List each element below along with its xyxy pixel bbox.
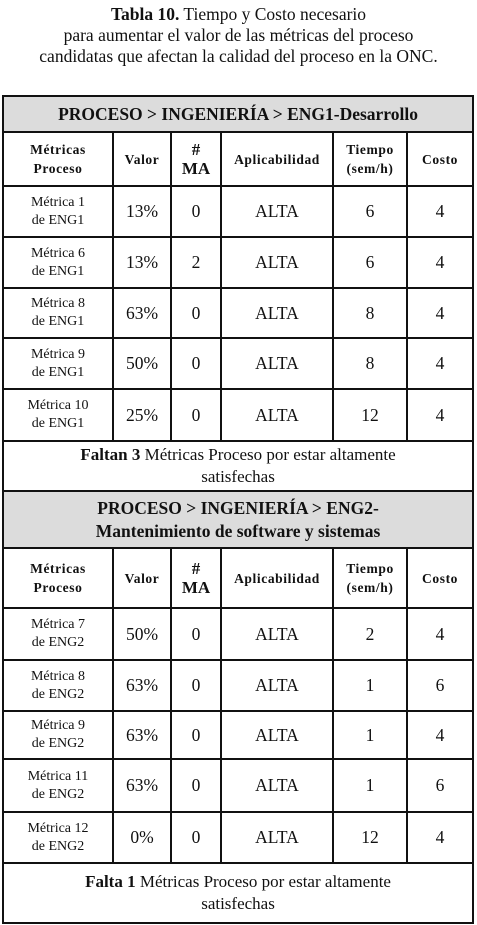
valor-cell bbox=[113, 237, 171, 288]
tiempo-cell bbox=[333, 759, 407, 812]
aplicabilidad-cell bbox=[221, 660, 333, 711]
aplicabilidad-value: ALTA bbox=[255, 827, 299, 847]
costo-cell bbox=[407, 237, 473, 288]
valor-value: 13% bbox=[125, 201, 159, 221]
valor-value: 50% bbox=[125, 353, 159, 373]
ma-value: 0 bbox=[191, 353, 201, 373]
table-row bbox=[3, 237, 473, 288]
tiempo-cell bbox=[333, 711, 407, 759]
metric-name-line-1: Métrica 9 bbox=[30, 346, 86, 362]
metric-name-cell bbox=[3, 812, 113, 863]
table-row bbox=[3, 186, 473, 237]
caption-label: Tabla 10. bbox=[110, 4, 180, 24]
metric-name-cell bbox=[3, 186, 113, 237]
valor-value: 13% bbox=[125, 252, 159, 272]
ma-value: 0 bbox=[191, 724, 201, 745]
header-tiempo-line-1: Tiempo bbox=[346, 561, 394, 576]
costo-value: 4 bbox=[435, 201, 445, 221]
tiempo-value: 6 bbox=[365, 252, 375, 272]
header-aplicabilidad bbox=[221, 548, 333, 608]
section-note-line-2: satisfechas bbox=[201, 467, 275, 486]
table-row bbox=[3, 660, 473, 711]
ma-cell bbox=[171, 237, 221, 288]
section-title-row bbox=[3, 96, 473, 132]
valor-value: 63% bbox=[125, 675, 159, 695]
header-metricas bbox=[3, 132, 113, 186]
costo-value: 4 bbox=[435, 724, 445, 745]
section-note-line-1 bbox=[4, 871, 472, 893]
table-row bbox=[3, 711, 473, 759]
header-ma-line-1: # bbox=[191, 140, 201, 159]
section-note bbox=[3, 441, 473, 491]
header-aplicabilidad bbox=[221, 132, 333, 186]
metrics-table bbox=[2, 95, 474, 924]
aplicabilidad-cell bbox=[221, 711, 333, 759]
valor-cell bbox=[113, 812, 171, 863]
header-metricas-line-2: Proceso bbox=[33, 580, 83, 595]
aplicabilidad-value: ALTA bbox=[255, 775, 299, 795]
aplicabilidad-cell bbox=[221, 812, 333, 863]
costo-value: 6 bbox=[435, 775, 445, 795]
metric-name-line-2: de ENG2 bbox=[31, 635, 85, 650]
metric-name-line-2: de ENG1 bbox=[31, 263, 85, 279]
ma-value: 0 bbox=[191, 404, 201, 425]
caption-line-3: candidatas que afectan la calidad del proceso en la ONC. bbox=[39, 46, 438, 66]
metric-name-cell bbox=[3, 660, 113, 711]
header-metricas-line-2: Proceso bbox=[33, 161, 83, 176]
table-row bbox=[3, 608, 473, 660]
ma-value: 2 bbox=[191, 252, 201, 272]
caption-line-2: para aumentar el valor de las métricas del proceso bbox=[63, 25, 414, 45]
aplicabilidad-cell bbox=[221, 237, 333, 288]
costo-value: 4 bbox=[435, 302, 445, 323]
valor-cell bbox=[113, 338, 171, 389]
ma-value: 0 bbox=[191, 827, 201, 847]
column-header-row bbox=[3, 132, 473, 186]
metric-name-cell bbox=[3, 237, 113, 288]
metric-name-line-2: de ENG2 bbox=[31, 686, 85, 702]
valor-value: 50% bbox=[125, 623, 159, 644]
costo-cell bbox=[407, 660, 473, 711]
header-tiempo-line-2: (sem/h) bbox=[346, 580, 394, 595]
aplicabilidad-cell bbox=[221, 389, 333, 441]
metric-name-cell bbox=[3, 389, 113, 441]
costo-cell bbox=[407, 389, 473, 441]
ma-value: 0 bbox=[191, 775, 201, 795]
metric-name-cell bbox=[3, 288, 113, 338]
valor-cell bbox=[113, 759, 171, 812]
valor-value: 63% bbox=[125, 775, 159, 795]
section-note-text: Métricas Proceso por estar altamente bbox=[140, 445, 396, 464]
aplicabilidad-value: ALTA bbox=[255, 724, 299, 745]
costo-cell bbox=[407, 608, 473, 660]
aplicabilidad-cell bbox=[221, 186, 333, 237]
ma-value: 0 bbox=[191, 675, 201, 695]
costo-cell bbox=[407, 711, 473, 759]
aplicabilidad-cell bbox=[221, 759, 333, 812]
header-tiempo bbox=[333, 132, 407, 186]
costo-value: 4 bbox=[435, 252, 445, 272]
metric-name-line-1: Métrica 8 bbox=[30, 668, 86, 684]
section-title bbox=[3, 491, 473, 548]
section-note-count: Faltan 3 bbox=[80, 445, 141, 464]
metric-name-line-1: Métrica 9 bbox=[30, 718, 86, 733]
valor-value: 63% bbox=[125, 724, 159, 745]
header-costo-label: Costo bbox=[422, 151, 459, 167]
tiempo-value: 1 bbox=[365, 775, 375, 795]
aplicabilidad-cell bbox=[221, 608, 333, 660]
tiempo-cell bbox=[333, 338, 407, 389]
metric-name-line-2: de ENG2 bbox=[31, 838, 85, 854]
header-valor-label: Valor bbox=[124, 570, 160, 586]
metric-name-line-2: de ENG2 bbox=[31, 736, 85, 751]
section-note bbox=[3, 863, 473, 923]
header-tiempo-line-1: Tiempo bbox=[346, 142, 394, 157]
header-ma bbox=[171, 548, 221, 608]
ma-cell bbox=[171, 608, 221, 660]
valor-cell bbox=[113, 660, 171, 711]
aplicabilidad-value: ALTA bbox=[255, 302, 299, 323]
costo-value: 4 bbox=[435, 827, 445, 847]
tiempo-value: 8 bbox=[365, 302, 375, 323]
metric-name-cell bbox=[3, 711, 113, 759]
section-title-line-1: PROCESO > INGENIERÍA > ENG1-Desarrollo bbox=[58, 103, 418, 124]
table-row bbox=[3, 338, 473, 389]
valor-cell bbox=[113, 186, 171, 237]
caption-line-1 bbox=[0, 4, 477, 25]
tiempo-value: 1 bbox=[365, 724, 375, 745]
ma-cell bbox=[171, 338, 221, 389]
ma-cell bbox=[171, 812, 221, 863]
ma-value: 0 bbox=[191, 302, 201, 323]
column-header-row bbox=[3, 548, 473, 608]
costo-cell bbox=[407, 759, 473, 812]
tiempo-cell bbox=[333, 660, 407, 711]
costo-cell bbox=[407, 186, 473, 237]
costo-value: 4 bbox=[435, 404, 445, 425]
costo-cell bbox=[407, 338, 473, 389]
costo-cell bbox=[407, 812, 473, 863]
valor-cell bbox=[113, 288, 171, 338]
valor-value: 25% bbox=[125, 404, 159, 425]
ma-cell bbox=[171, 759, 221, 812]
tiempo-cell bbox=[333, 237, 407, 288]
tiempo-cell bbox=[333, 608, 407, 660]
header-ma-line-2: MA bbox=[181, 578, 211, 597]
metric-name-line-2: de ENG2 bbox=[31, 786, 85, 802]
header-metricas bbox=[3, 548, 113, 608]
ma-cell bbox=[171, 288, 221, 338]
costo-value: 4 bbox=[435, 353, 445, 373]
section-title-line-1: PROCESO > INGENIERÍA > ENG2- bbox=[97, 497, 379, 518]
tiempo-cell bbox=[333, 186, 407, 237]
valor-cell bbox=[113, 608, 171, 660]
tiempo-cell bbox=[333, 389, 407, 441]
metric-name-line-2: de ENG1 bbox=[31, 212, 85, 228]
valor-cell bbox=[113, 389, 171, 441]
header-costo bbox=[407, 132, 473, 186]
metric-name-line-2: de ENG1 bbox=[31, 416, 85, 431]
metric-name-line-1: Métrica 1 bbox=[30, 194, 86, 210]
valor-cell bbox=[113, 711, 171, 759]
metric-name-cell bbox=[3, 608, 113, 660]
metric-name-line-1: Métrica 12 bbox=[27, 820, 89, 836]
aplicabilidad-value: ALTA bbox=[255, 404, 299, 425]
aplicabilidad-value: ALTA bbox=[255, 675, 299, 695]
header-tiempo bbox=[333, 548, 407, 608]
metric-name-line-2: de ENG1 bbox=[31, 364, 85, 380]
aplicabilidad-cell bbox=[221, 338, 333, 389]
section-title bbox=[3, 96, 473, 132]
header-aplicabilidad-label: Aplicabilidad bbox=[234, 570, 320, 586]
metric-name-line-1: Métrica 6 bbox=[30, 245, 86, 261]
tiempo-value: 2 bbox=[365, 623, 375, 644]
costo-value: 6 bbox=[435, 675, 445, 695]
caption-title: Tiempo y Costo necesario bbox=[179, 4, 367, 24]
metric-name-line-2: de ENG1 bbox=[31, 314, 85, 329]
header-valor bbox=[113, 132, 171, 186]
aplicabilidad-value: ALTA bbox=[255, 353, 299, 373]
tiempo-value: 1 bbox=[365, 675, 375, 695]
tiempo-value: 12 bbox=[361, 404, 379, 425]
metric-name-line-1: Métrica 10 bbox=[27, 398, 89, 413]
valor-value: 0% bbox=[130, 827, 154, 847]
section-title-line-2: Mantenimiento de software y sistemas bbox=[95, 520, 381, 541]
section-note-row bbox=[3, 863, 473, 923]
tiempo-cell bbox=[333, 288, 407, 338]
ma-cell bbox=[171, 711, 221, 759]
header-metricas-line-1: Métricas bbox=[30, 561, 86, 576]
section-note-text: Métricas Proceso por estar altamente bbox=[135, 872, 391, 891]
tiempo-value: 12 bbox=[361, 827, 379, 847]
tiempo-value: 8 bbox=[365, 353, 375, 373]
table-row bbox=[3, 389, 473, 441]
table-row bbox=[3, 759, 473, 812]
ma-cell bbox=[171, 186, 221, 237]
metric-name-cell bbox=[3, 759, 113, 812]
section-note-line-1 bbox=[4, 444, 472, 466]
costo-value: 4 bbox=[435, 623, 445, 644]
valor-value: 63% bbox=[125, 302, 159, 323]
header-costo bbox=[407, 548, 473, 608]
table-row bbox=[3, 288, 473, 338]
aplicabilidad-value: ALTA bbox=[255, 252, 299, 272]
header-ma bbox=[171, 132, 221, 186]
section-note-count: Falta 1 bbox=[85, 872, 136, 891]
ma-value: 0 bbox=[191, 201, 201, 221]
header-tiempo-line-2: (sem/h) bbox=[346, 161, 394, 176]
costo-cell bbox=[407, 288, 473, 338]
metric-name-line-1: Métrica 7 bbox=[30, 617, 86, 632]
header-aplicabilidad-label: Aplicabilidad bbox=[234, 151, 320, 167]
header-valor bbox=[113, 548, 171, 608]
header-ma-line-2: MA bbox=[181, 159, 211, 178]
section-title-row bbox=[3, 491, 473, 548]
metric-name-line-1: Métrica 8 bbox=[30, 296, 86, 311]
section-note-row bbox=[3, 441, 473, 491]
table-caption bbox=[0, 4, 477, 67]
section-note-line-2: satisfechas bbox=[201, 894, 275, 913]
tiempo-cell bbox=[333, 812, 407, 863]
header-metricas-line-1: Métricas bbox=[30, 142, 86, 157]
aplicabilidad-value: ALTA bbox=[255, 623, 299, 644]
header-costo-label: Costo bbox=[422, 570, 459, 586]
ma-value: 0 bbox=[191, 623, 201, 644]
table-row bbox=[3, 812, 473, 863]
metric-name-cell bbox=[3, 338, 113, 389]
ma-cell bbox=[171, 660, 221, 711]
header-ma-line-1: # bbox=[191, 559, 201, 578]
ma-cell bbox=[171, 389, 221, 441]
header-valor-label: Valor bbox=[124, 151, 160, 167]
aplicabilidad-value: ALTA bbox=[255, 201, 299, 221]
tiempo-value: 6 bbox=[365, 201, 375, 221]
aplicabilidad-cell bbox=[221, 288, 333, 338]
metric-name-line-1: Métrica 11 bbox=[27, 768, 89, 784]
